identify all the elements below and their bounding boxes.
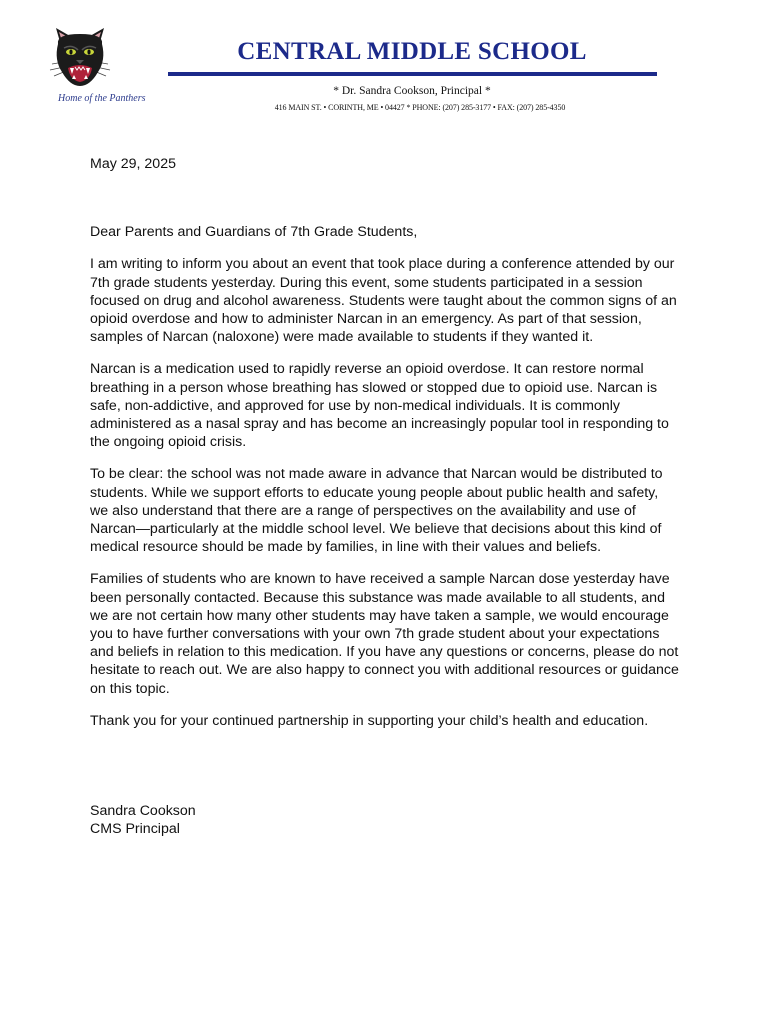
signature-title: CMS Principal	[90, 821, 180, 838]
address-line: 416 MAIN ST. • CORINTH, ME • 04427 * PHONE: (207) 285-3177 • FAX: (207) 285-4350	[274, 103, 566, 112]
header-divider	[168, 72, 657, 76]
letterhead	[0, 0, 768, 130]
letter-date: May 29, 2025	[90, 156, 176, 172]
school-name: CENTRAL MIDDLE SCHOOL	[237, 38, 587, 65]
principal-line: * Dr. Sandra Cookson, Principal *	[333, 85, 491, 97]
paragraph: Narcan is a medication used to rapidly reverse an opioid overdose. It can restore normal breathing in a person whose breathing has slowed or stopped due to opioid use. Narcan is safe, non-addictive, and approved for use by non-medical individuals. It is commonly administered as a nasal spray and has become an increasingly popular tool in responding to the ongoing opioid crisis.	[90, 361, 669, 451]
panther-head-icon	[46, 26, 114, 90]
tagline: Home of the Panthers	[58, 93, 146, 104]
paragraph: Families of students who are known to have received a sample Narcan dose yesterday have been personally contacted. Because this substance was made available to all students, and we are not certain how many other students may have taken a sample, we would encourage you to have further conversations with your own 7th grade student about your expectations and beliefs in relation to this medication. If you have any questions or concerns, please do not hesitate to reach out. We are also happy to connect you with additional resources or guidance on this topic.	[90, 571, 679, 697]
letter-body	[90, 155, 680, 838]
paragraph: To be clear: the school was not made aware in advance that Narcan would be distributed to students. While we support efforts to educate young people about public health and safety, we also understand that there are a range of perspectives on the availability and use of Narcan—particularly at the middle school level. We believe that decisions about this kind of medical resource should be made by families, in line with their values and beliefs.	[90, 466, 663, 556]
paragraph: I am writing to inform you about an event that took place during a conference attended by our 7th grade students yesterday. During this event, some students participated in a session focused on drug and alcohol awareness. Students were taught about the common signs of an opioid overdose and how to administer Narcan in an emergency. As part of that session, samples of Narcan (naloxone) were made available to students if they wanted it.	[90, 256, 677, 346]
salutation: Dear Parents and Guardians of 7th Grade Students,	[90, 224, 418, 241]
signature-block	[90, 802, 680, 838]
signature-name: Sandra Cookson	[90, 803, 196, 820]
paragraph: Thank you for your continued partnership in supporting your child’s health and education.	[90, 712, 649, 729]
